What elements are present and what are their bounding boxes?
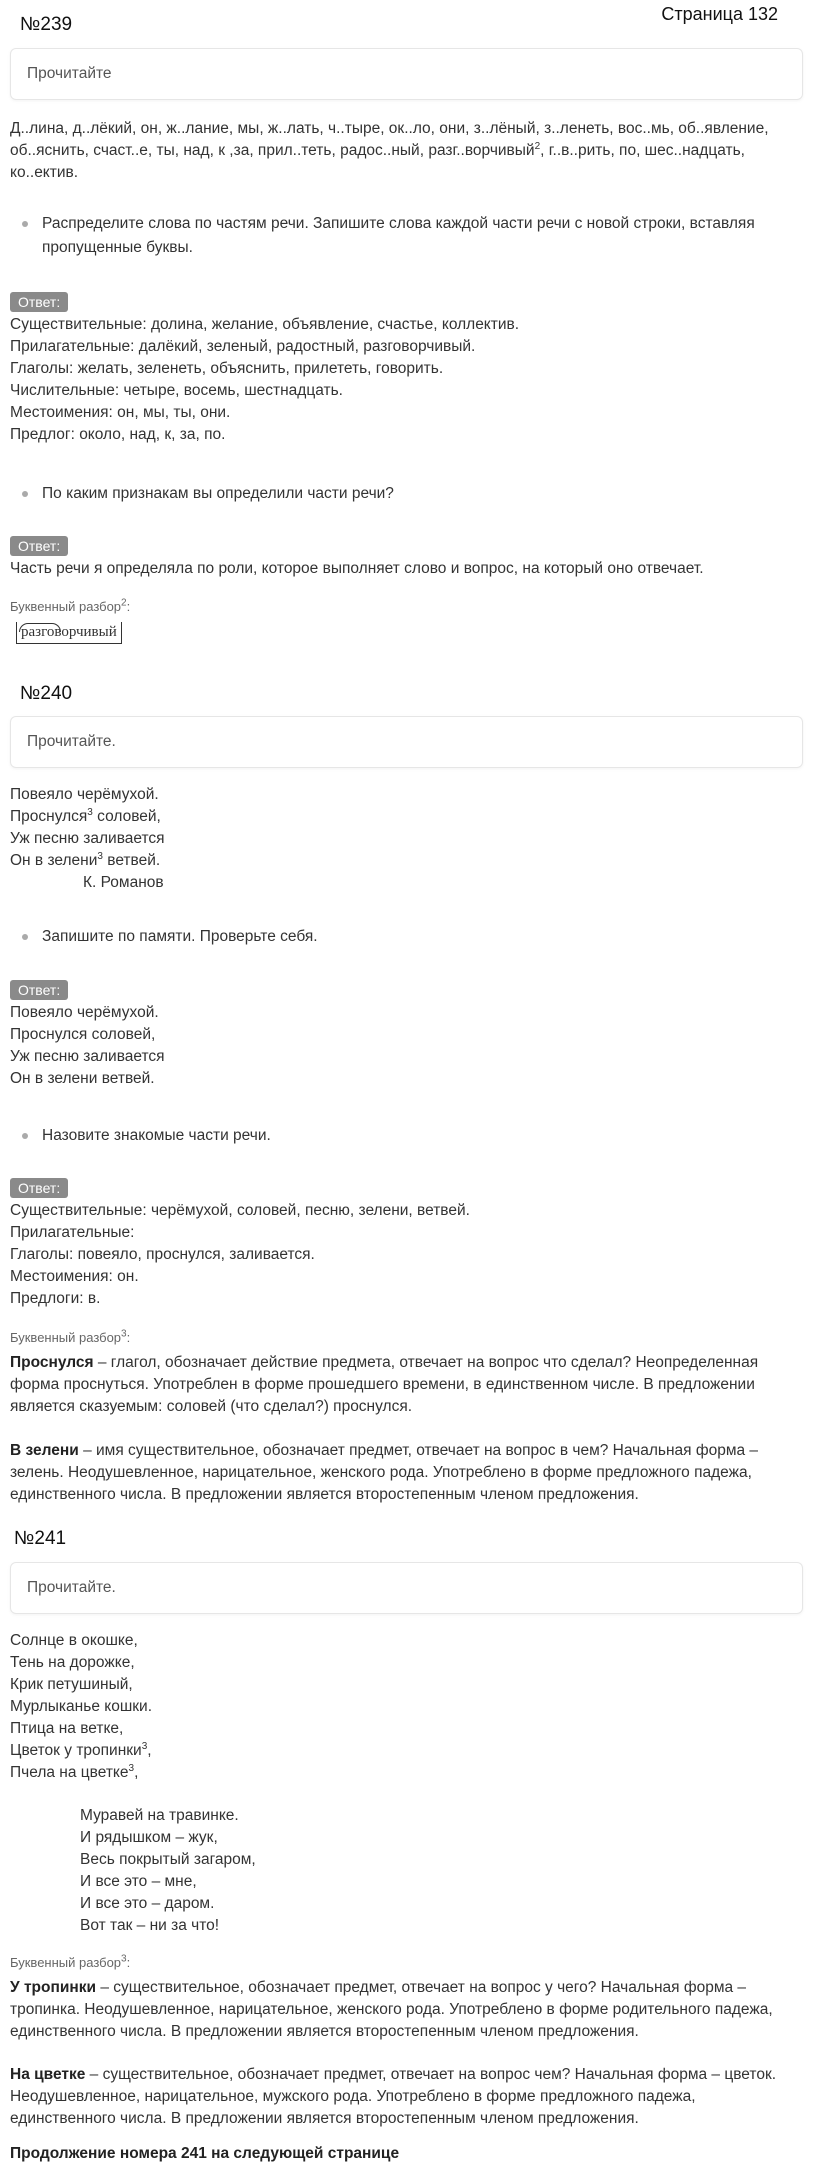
task-239-bullet-2: По каким признакам вы определили части речи? <box>10 482 803 506</box>
answer-badge: Ответ: <box>10 1178 68 1198</box>
task-239-answer-1: Ответ: Существительные: долина, желание, объявление, счастье, коллектив. Прилагательные: далёкий, зеленый, радостный, разговорчивый. Глаголы: желать, зеленеть, объяснить, прилететь, говорить. Числительные: четыре, восемь, шестнадцать. Местоимения: он, мы, ты, они. Предлог: около, над, к, за, по. <box>10 294 520 443</box>
task-239-analysis-label: Буквенный разбор$^2$: <box>10 597 131 614</box>
bullet-dot-icon <box>22 1133 28 1139</box>
task-240-read-box: Прочитайте. <box>10 716 803 768</box>
task-239-number: №239 <box>20 14 73 35</box>
task-241-poem-part-1: Солнце в окошке, Тень на дорожке, Крик петушиный, Мурлыканье кошки. Птица на ветке, Цветок у тропинки$^3$, Пчела на цветке$^3$, <box>10 1632 152 1781</box>
bullet-dot-icon <box>22 491 28 497</box>
task-240-number: №240 <box>20 683 73 704</box>
task-239-words: Д..лина, д..лёкий, он, ж..лание, мы, ж..лать, ч..тыре, ок..ло, они, з..лёный, з..ленеть, вос..мь, об..явление, об..яснить, счаст..е, ты, над, к ,за, прил..теть, радос..ный, разг..ворчивый$^2$, г..в..рить, по, шес..надцать, ко..ектив. <box>10 120 769 181</box>
task-240-answer-2: Ответ: Существительные: черёмухой, соловей, песню, зелени, ветвей. Прилагательные: Глаголы: повеяло, проснулся, заливается. Местоимения: он. Предлоги: в. <box>10 1180 470 1307</box>
task-239-read-box <box>10 48 803 100</box>
task-241-analysis-2: На цветке – существительное, обозначает предмет, отвечает на вопрос чем? Начальная форма – цветок. Неодушевленное, нарицательное, мужского рода. Употреблено в форме предложного падежа, единственного числа. В предложении является второстепенным членом предложения. <box>10 2066 777 2127</box>
morpheme-analysis-word: разговорчивый <box>16 622 122 644</box>
task-241-analysis-label: Буквенный разбор$^3$: <box>10 1953 131 1970</box>
answer-badge: Ответ: <box>10 536 68 556</box>
task-239-bullet-1: Распределите слова по частям речи. Запишите слова каждой части речи с новой строки, вставляя пропущенные буквы. <box>10 212 803 260</box>
answer-badge: Ответ: <box>10 980 68 1000</box>
read-label: Прочитайте <box>27 65 112 82</box>
task-239-analysis-image <box>16 622 803 644</box>
poem-author: К. Романов <box>83 874 164 891</box>
bullet-dot-icon <box>22 934 28 940</box>
task-241-analysis-1: У тропинки – существительное, обозначает предмет, отвечает на вопрос у чего? Начальная форма – тропинка. Неодушевленное, нарицательное, женского рода. Употреблено в форме родительного падежа, единственного числа. В предложении является второстепенным членом предложения. <box>10 1979 773 2040</box>
answer-badge: Ответ: <box>10 292 68 312</box>
page-number: Страница 132 <box>661 4 778 24</box>
task-241-number: №241 <box>14 1528 67 1549</box>
task-240-bullet-1: Запишите по памяти. Проверьте себя. <box>10 925 803 949</box>
task-240-analysis-1: Проснулся – глагол, обозначает действие предмета, отвечает на вопрос что сделал? Неопределенная форма проснуться. Употреблен в форме прошедшего времени, в единственном числе. В предложении является сказуемым: соловей (что сделал?) проснулся. <box>10 1354 759 1415</box>
task-240-analysis-2: В зелени – имя существительное, обозначает предмет, отвечает на вопрос в чем? Начальная форма – зелень. Неодушевленное, нарицательное, женского рода. Употреблено в форме предложного падежа, единственного числа. В предложении является второстепенным членом предложения. <box>10 1442 759 1503</box>
task-240-poem: Повеяло черёмухой. Проснулся$^3$ соловей, Уж песню заливается Он в зелени$^3$ ветвей. К. Романов <box>10 784 803 894</box>
continuation-note: Продолжение номера 241 на следующей странице <box>10 2145 400 2162</box>
task-240-answer-1: Ответ: Повеяло черёмухой. Проснулся соловей, Уж песню заливается Он в зелени ветвей. <box>10 982 165 1087</box>
task-241-poem-part-2: Муравей на травинке. И рядышком – жук, Весь покрытый загаром, И все это – мне, И все это – даром. Вот так – ни за что! <box>80 1807 256 1934</box>
task-240-bullet-2: Назовите знакомые части речи. <box>10 1124 803 1148</box>
task-241-read-box: Прочитайте. <box>10 1562 803 1614</box>
bullet-dot-icon <box>22 221 28 227</box>
task-239-answer-2: Ответ: Часть речи я определяла по роли, которое выполняет слово и вопрос, на который оно отвечает. <box>10 538 704 577</box>
task-240-analysis-label: Буквенный разбор$^3$: <box>10 1328 131 1345</box>
